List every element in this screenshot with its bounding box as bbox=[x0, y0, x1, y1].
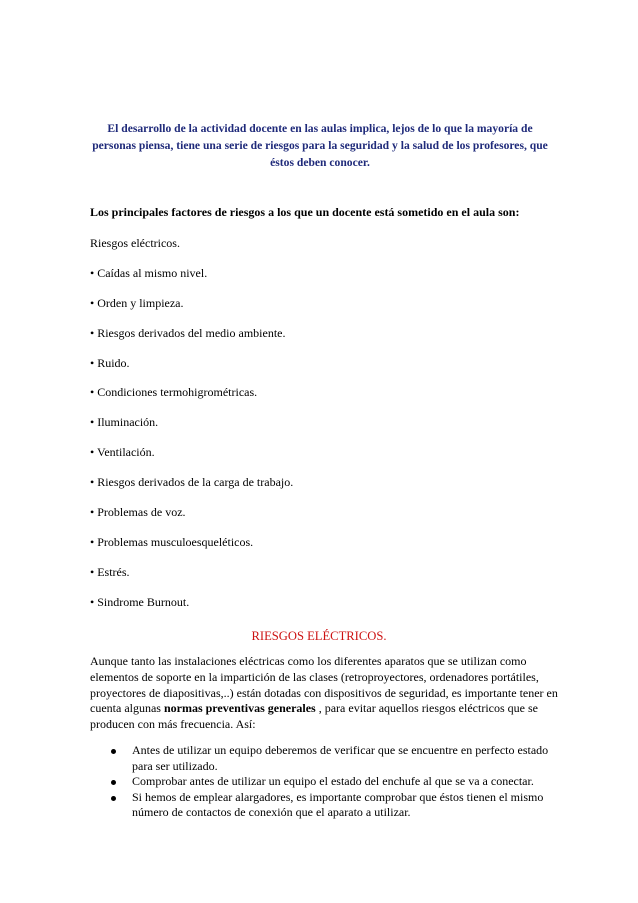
list-item: • Ventilación. bbox=[90, 445, 155, 460]
bullet-icon bbox=[111, 780, 116, 785]
section-title: RIESGOS ELÉCTRICOS. bbox=[251, 629, 387, 643]
list-item: • Estrés. bbox=[90, 564, 130, 579]
list-item: • Orden y limpieza. bbox=[90, 295, 184, 310]
list-item: • Riesgos derivados del medio ambiente. bbox=[90, 325, 286, 340]
factors-heading: Los principales factores de riesgos a los que un docente está sometido en el aula son: bbox=[90, 205, 520, 219]
list-item: • Riesgos derivados de la carga de trabajo. bbox=[90, 475, 294, 490]
bullet-text: Si hemos de emplear alargadores, es importante comprobar que éstos tienen el mismo número de contactos de conexión que el aparato a utilizar. bbox=[132, 789, 544, 820]
list-item: • Ruido. bbox=[90, 355, 130, 370]
factor-list bbox=[90, 235, 570, 624]
paragraph-text-end: , para evitar aquellos riesgos eléctricos que se producen con más frecuencia. Así: bbox=[90, 701, 538, 732]
intro-paragraph: El desarrollo de la actividad docente en las aulas implica, lejos de lo que la mayoría de personas piensa, tiene una serie de riesgos para la seguridad y la salud de los profesores, que éstos deben conocer. bbox=[92, 122, 548, 169]
list-item: • Condiciones termohigrométricas. bbox=[90, 385, 258, 400]
paragraph-text-start: Aunque tanto las instalaciones eléctricas como los diferentes aparatos que se utilizan como elementos de soporte en la impartición de las clases (retroproyectores, ordenadores portátiles, proyectores de diapositivas,..) están dotadas con dispositivos de seguridad, es importante tener en cuenta algunas bbox=[90, 654, 558, 716]
list-item: • Iluminación. bbox=[90, 415, 159, 430]
electrical-risks-paragraph bbox=[90, 654, 560, 733]
list-item: • Caídas al mismo nivel. bbox=[90, 265, 208, 280]
paragraph-bold-text: normas preventivas generales bbox=[163, 701, 316, 716]
list-item bbox=[90, 790, 560, 821]
bullet-text: Comprobar antes de utilizar un equipo el estado del enchufe al que se va a conectar. bbox=[132, 774, 534, 789]
list-item: Riesgos eléctricos. bbox=[90, 236, 180, 250]
bullet-icon bbox=[111, 796, 116, 801]
list-item bbox=[90, 743, 560, 774]
list-item: • Problemas de voz. bbox=[90, 505, 186, 520]
bullet-text: Antes de utilizar un equipo deberemos de verificar que se encuentre en perfecto estado para ser utilizado. bbox=[132, 743, 549, 773]
list-item bbox=[90, 774, 560, 790]
preventive-bullet-list bbox=[90, 743, 560, 821]
list-item: • Problemas musculoesqueléticos. bbox=[90, 534, 254, 549]
list-item: • Sindrome Burnout. bbox=[90, 594, 190, 609]
bullet-icon bbox=[111, 749, 116, 754]
